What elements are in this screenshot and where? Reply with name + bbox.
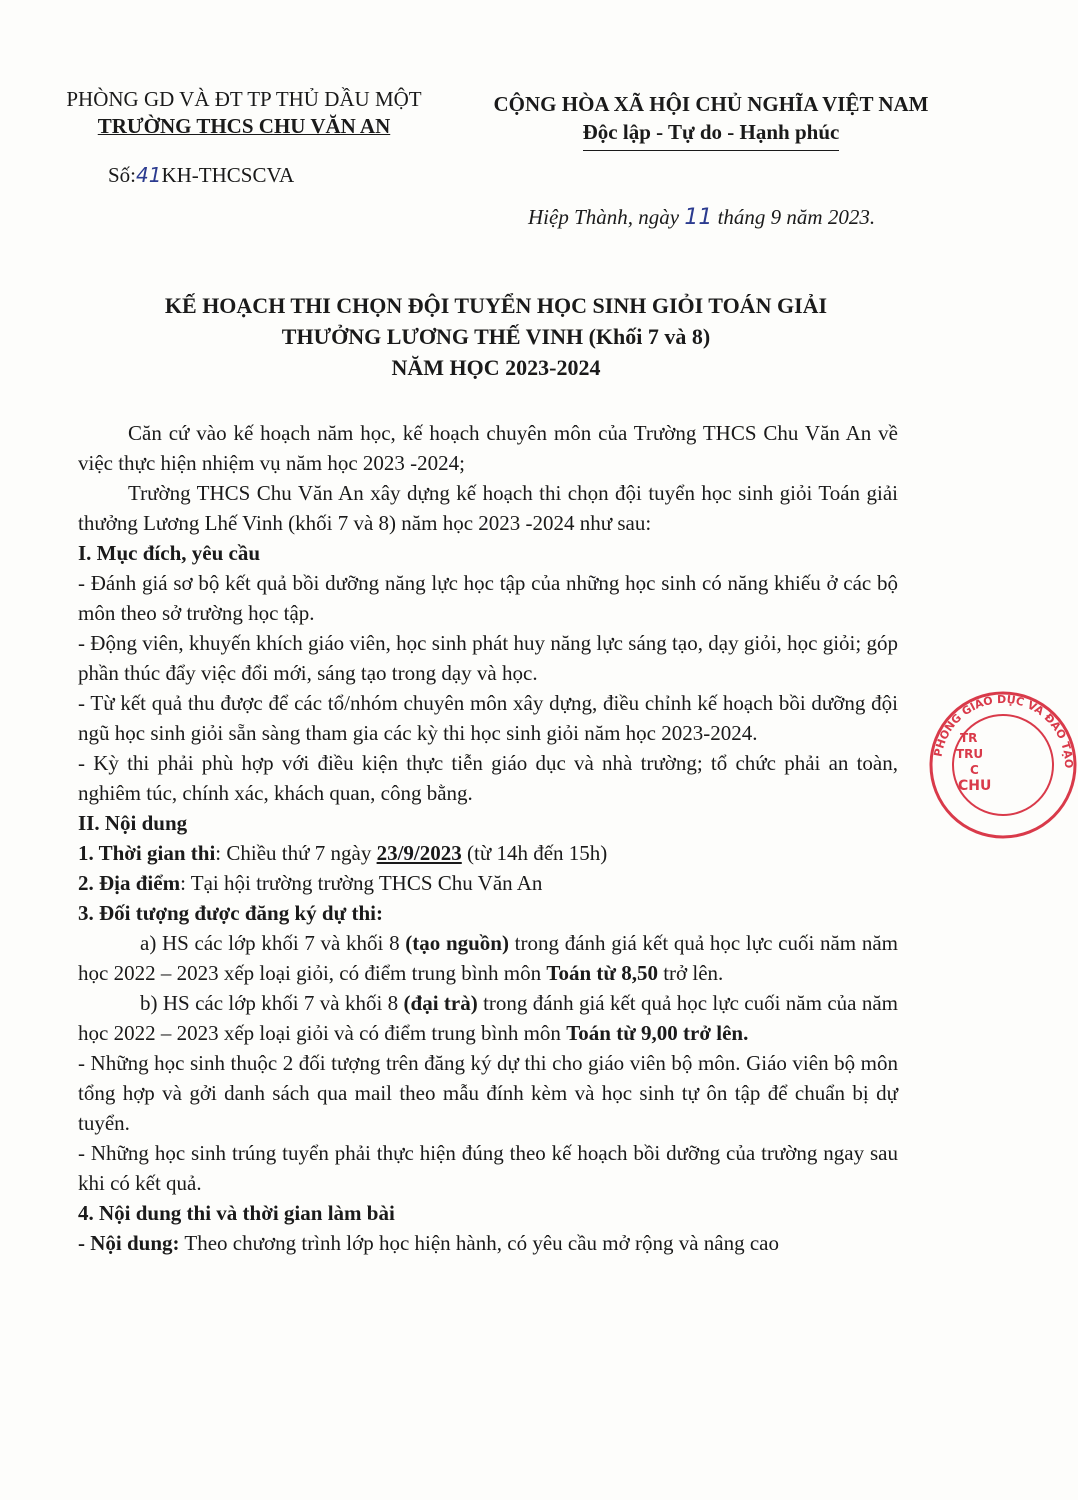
section-heading-purpose: I. Mục đích, yêu cầu	[78, 541, 261, 565]
document-body	[78, 418, 898, 1258]
bullet-purpose-3: - Từ kết quả thu được để các tổ/nhóm chuyên môn xây dựng, điều chỉnh kế hoạch bồi dưỡng đội ngũ học sinh giỏi sẵn sàng tham gia các kỳ thi học sinh giỏi năm học 2023-2024.	[78, 691, 898, 745]
section-heading-content: II. Nội dung	[78, 811, 188, 835]
bullet-purpose-2: - Động viên, khuyến khích giáo viên, học sinh phát huy năng lực sáng tạo, dạy giỏi, học giỏi; góp phần thúc đẩy việc đổi mới, sáng tạo trong dạy và học.	[78, 631, 898, 685]
document-number: Số:41KH-THCSCVA	[108, 163, 295, 187]
bullet-purpose-4: - Kỳ thi phải phù hợp với điều kiện thực tiễn giáo dục và nhà trường; tổ chức phải an toàn, nghiêm túc, chính xác, khách quan, công bằng.	[78, 751, 898, 805]
eligibility-b: b) HS các lớp khối 7 và khối 8 (đại trà) trong đánh giá kết quả học lực cuối năm của năm học 2022 – 2023 xếp loại giỏi và có điểm trung bình môn Toán từ 9,00 trở lên.	[78, 991, 898, 1045]
stamp-line-4: CHU	[958, 778, 992, 794]
national-motto: Độc lập - Tự do - Hạnh phúc	[583, 118, 840, 151]
paragraph-intro: Trường THCS Chu Văn An xây dựng kế hoạch thi chọn đội tuyển học sinh giỏi Toán giải thưởng Lương Lhế Vinh (khối 7 và 8) năm học 2023 -2024 như sau:	[78, 481, 898, 535]
stamp-ring	[928, 690, 1078, 840]
handwritten-number: 41	[136, 163, 162, 187]
item-exam-time: 1. Thời gian thi: Chiều thứ 7 ngày 23/9/2023 (từ 14h đến 15h)	[78, 841, 608, 865]
bullet-purpose-1: - Đánh giá sơ bộ kết quả bồi dưỡng năng lực học tập của những học sinh có năng khiếu ở các bộ môn theo sở trường học tập.	[78, 571, 898, 625]
stamp-line-3: C	[970, 763, 979, 777]
stamp-line-1: TR	[960, 731, 978, 745]
eligibility-a: a) HS các lớp khối 7 và khối 8 (tạo nguồn) trong đánh giá kết quả học lực cuối năm năm học 2022 – 2023 xếp loại giỏi, có điểm trung bình môn Toán từ 8,50 trở lên.	[78, 931, 898, 985]
stamp-line-2: TRU	[956, 747, 984, 761]
item-location: 2. Địa điểm: Tại hội trường trường THCS Chu Văn An	[78, 871, 543, 895]
school-stamp	[928, 690, 1076, 840]
note-registration: - Những học sinh thuộc 2 đối tượng trên đăng ký dự thi cho giáo viên bộ môn. Giáo viên bộ môn tổng hợp và gởi danh sách qua mail theo mẫu đính kèm và học sinh tự ôn tập để chuẩn bị dự tuyển.	[78, 1051, 898, 1135]
stamp-ring-text: PHÒNG GIÁO DỤC VÀ ĐÀO TẠO	[931, 692, 1076, 769]
national-name: CỘNG HÒA XÃ HỘI CHỦ NGHĨA VIỆT NAM	[493, 92, 929, 116]
item-exam-content-heading: 4. Nội dung thi và thời gian làm bài	[78, 1201, 395, 1225]
paragraph-basis: Căn cứ vào kế hoạch năm học, kế hoạch chuyên môn của Trường THCS Chu Văn An về việc thực hiện nhiệm vụ năm học 2023 -2024;	[78, 421, 898, 475]
document-title: KẾ HOẠCH THI CHỌN ĐỘI TUYỂN HỌC SINH GIỎI TOÁN GIẢI THƯỞNG LƯƠNG THẾ VINH (Khối 7 và 8) NĂM HỌC 2023-2024	[164, 293, 828, 380]
national-header	[470, 90, 952, 151]
item-exam-content: - Nội dung: Theo chương trình lớp học hiện hành, có yêu cầu mở rộng và nâng cao	[78, 1231, 780, 1255]
handwritten-day: 11	[684, 205, 713, 230]
agency-school: TRƯỜNG THCS CHU VĂN AN	[97, 114, 391, 138]
date-line: Hiệp Thành, ngày 11 tháng 9 năm 2023.	[528, 205, 876, 230]
agency-department: PHÒNG GD VÀ ĐT TP THỦ DẦU MỘT	[66, 87, 422, 111]
agency-header	[44, 86, 444, 140]
note-selected: - Những học sinh trúng tuyển phải thực hiện đúng theo kế hoạch bồi dưỡng của trường ngay sau khi có kết quả.	[78, 1141, 898, 1195]
item-eligibility-heading: 3. Đối tượng được đăng ký dự thi:	[78, 901, 383, 925]
